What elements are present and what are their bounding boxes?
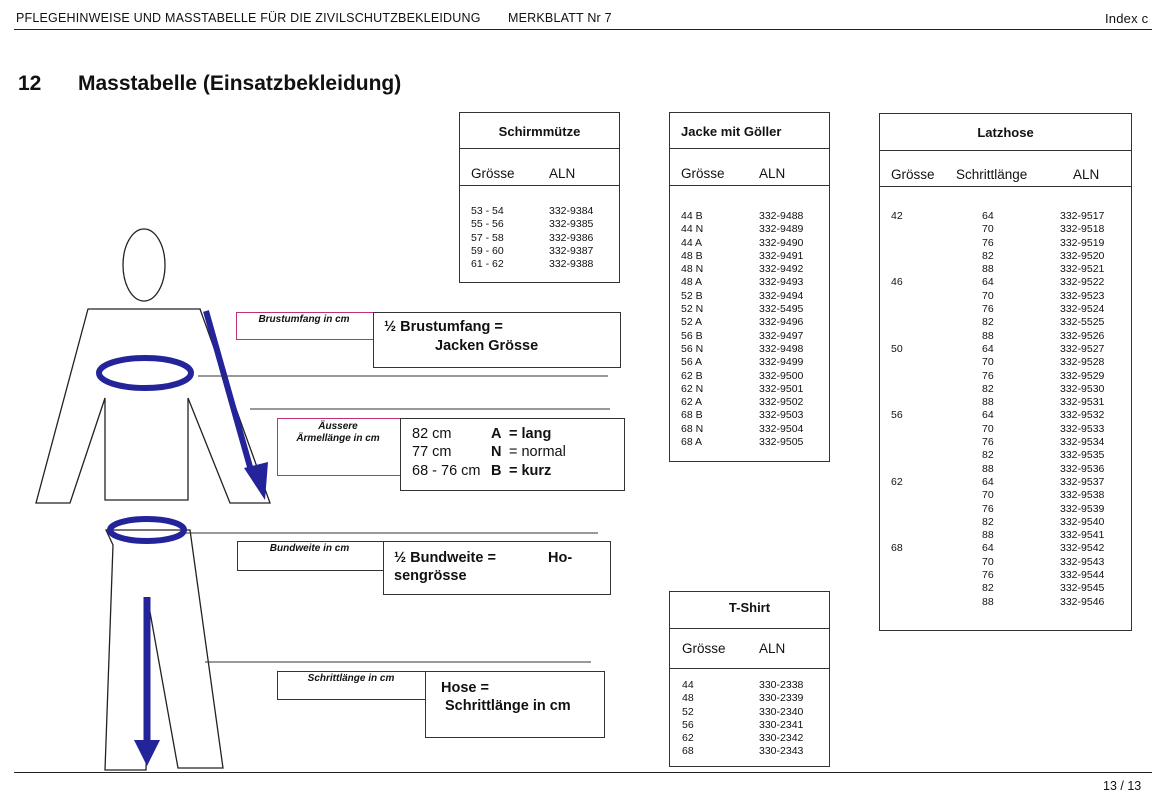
table-cell: 332-9385 <box>549 218 594 231</box>
table-cell: 76 <box>982 569 994 582</box>
table-cell: 332-9519 <box>1060 236 1105 249</box>
table-cell <box>891 489 903 502</box>
table-cell: 56 <box>682 718 694 731</box>
table-cell: 332-5495 <box>759 303 804 316</box>
table-latzhose <box>879 113 1132 631</box>
table-cell: 46 <box>891 276 903 289</box>
table-cell: 332-9498 <box>759 342 804 355</box>
inseam-arrow-head <box>134 740 160 766</box>
table-cell: 332-9536 <box>1060 462 1105 475</box>
table-cell: 330-2339 <box>759 692 804 705</box>
table-cell: 332-9490 <box>759 236 804 249</box>
table-cell: 62 A <box>681 396 703 409</box>
brust-line1: ½ Brustumfang = <box>384 319 503 335</box>
table-cell: 70 <box>982 489 994 502</box>
table-cell: 76 <box>982 303 994 316</box>
table-cell: 332-9537 <box>1060 475 1105 488</box>
table-cell <box>891 330 903 343</box>
footer-rule <box>14 772 1152 773</box>
latz-schritt <box>982 210 994 609</box>
table-title: Jacke mit Göller <box>681 124 782 139</box>
tshirt-groessen <box>682 679 694 759</box>
table-tshirt <box>669 591 830 767</box>
table-cell <box>891 263 903 276</box>
table-cell: 332-9522 <box>1060 276 1105 289</box>
table-cell: 88 <box>982 462 994 475</box>
table-cell: 332-9503 <box>759 409 804 422</box>
page-number: 13 / 13 <box>1103 779 1142 793</box>
table-cell <box>891 370 903 383</box>
table-cell: 332-9387 <box>549 244 594 257</box>
table-cell <box>891 250 903 263</box>
table-cell: 332-9488 <box>759 210 804 222</box>
table-title: T-Shirt <box>728 600 771 615</box>
figure-head <box>123 229 165 301</box>
table-cell: 332-9530 <box>1060 382 1105 395</box>
table-cell: 332-9538 <box>1060 489 1105 502</box>
table-cell: 332-9539 <box>1060 502 1105 515</box>
brust-label: Brustumfang in cm <box>258 314 350 325</box>
table-cell: 330-2343 <box>759 745 804 758</box>
table-cell: 48 N <box>681 263 704 276</box>
table-cell: 332-9499 <box>759 356 804 369</box>
table-cell: 332-9501 <box>759 382 804 395</box>
table-cell: 332-9489 <box>759 223 804 236</box>
table-cell <box>891 237 903 250</box>
table-cell: 332-9540 <box>1060 515 1105 528</box>
table-cell: 330-2341 <box>759 718 804 731</box>
table-cell: 332-9544 <box>1060 569 1105 582</box>
table-cell: 332-9517 <box>1060 210 1105 222</box>
aermel-text-2: = normal <box>509 444 566 460</box>
bund-label: Bundweite in cm <box>269 543 350 554</box>
jacke-groessen <box>681 210 703 449</box>
schritt-label: Schrittlänge in cm <box>307 673 395 684</box>
brust-line2: Jacken Grösse <box>435 338 539 354</box>
table-cell: 62 <box>891 475 903 488</box>
schritt-line1: Hose = <box>441 680 489 696</box>
table-cell <box>891 596 903 609</box>
table-cell: 332-9386 <box>549 231 594 244</box>
aermel-text-1: = lang <box>509 426 552 442</box>
table-cell: 332-9505 <box>759 436 804 449</box>
col-groesse: Grösse <box>681 166 725 181</box>
col-aln: ALN <box>1073 167 1100 182</box>
section-number: 12 <box>18 72 42 95</box>
table-cell: 332-9502 <box>759 396 804 409</box>
table-cell: 44 <box>682 679 694 691</box>
table-cell: 82 <box>982 316 994 329</box>
table-cell: 76 <box>982 436 994 449</box>
aermel-code-3: B <box>491 463 502 479</box>
table-cell <box>891 396 903 409</box>
table-cell <box>891 316 903 329</box>
table-cell: 82 <box>982 449 994 462</box>
table-cell: 332-9521 <box>1060 263 1105 276</box>
table-cell: 332-9518 <box>1060 223 1105 236</box>
table-jacke <box>669 112 830 462</box>
table-cell: 64 <box>982 276 994 289</box>
latz-aln <box>1060 210 1104 609</box>
table-cell: 332-9500 <box>759 369 804 382</box>
aermel-code-2: N <box>491 444 502 460</box>
table-cell: 330-2342 <box>759 732 804 745</box>
table-cell: 332-9388 <box>549 258 594 271</box>
table-cell: 68 B <box>681 409 703 422</box>
table-cell: 82 <box>982 582 994 595</box>
table-cell: 70 <box>982 356 994 369</box>
table-cell: 56 N <box>681 342 704 355</box>
table-cell: 332-9504 <box>759 422 804 435</box>
table-cell: 68 A <box>681 436 703 449</box>
table-cell: 332-9534 <box>1060 436 1105 449</box>
table-cell: 64 <box>982 475 994 488</box>
table-cell: 61 - 62 <box>471 258 504 271</box>
table-title: Latzhose <box>977 125 1034 140</box>
aermel-code-1: A <box>491 426 502 442</box>
table-cell: 56 <box>891 409 903 422</box>
table-cell: 332-9532 <box>1060 409 1105 422</box>
table-cell: 44 B <box>681 210 703 222</box>
header-title: PFLEGEHINWEISE UND MASSTABELLE FÜR DIE ZIVILSCHUTZBEKLEIDUNG <box>16 11 481 25</box>
table-cell: 332-9491 <box>759 249 804 262</box>
table-cell: 52 N <box>681 303 704 316</box>
schirm-aln <box>549 205 593 271</box>
table-cell: 68 <box>891 542 903 555</box>
aermel-label-2: Ärmellänge in cm <box>296 433 380 444</box>
table-cell: 50 <box>891 342 903 355</box>
table-cell: 332-9546 <box>1060 595 1105 608</box>
aermel-cm-1: 82 cm <box>412 426 452 442</box>
col-aln: ALN <box>759 166 786 181</box>
table-cell: 82 <box>982 515 994 528</box>
table-cell: 332-9535 <box>1060 449 1105 462</box>
col-groesse: Grösse <box>891 167 935 182</box>
table-cell: 52 <box>682 705 694 718</box>
table-cell <box>891 569 903 582</box>
table-cell: 332-9493 <box>759 276 804 289</box>
table-cell: 88 <box>982 595 994 608</box>
col-aln: ALN <box>759 641 786 656</box>
table-cell <box>891 516 903 529</box>
schritt-line2: Schrittlänge in cm <box>445 698 571 714</box>
table-cell: 332-9526 <box>1060 329 1105 342</box>
table-cell: 70 <box>982 289 994 302</box>
table-cell <box>891 223 903 236</box>
table-cell: 42 <box>891 210 903 222</box>
table-cell: 88 <box>982 396 994 409</box>
table-cell: 52 A <box>681 316 703 329</box>
table-cell: 52 B <box>681 289 703 302</box>
table-cell: 76 <box>982 236 994 249</box>
bund-line2: sengrösse <box>394 568 467 584</box>
table-cell: 48 A <box>681 276 703 289</box>
table-cell: 332-9531 <box>1060 396 1105 409</box>
table-cell: 64 <box>982 542 994 555</box>
table-cell: 82 <box>982 249 994 262</box>
table-cell: 64 <box>982 409 994 422</box>
table-cell: 332-9542 <box>1060 542 1105 555</box>
jacke-aln <box>759 210 803 449</box>
table-cell: 70 <box>982 422 994 435</box>
bund-line1: ½ Bundweite = <box>394 550 496 566</box>
header-merkblatt: MERKBLATT Nr 7 <box>508 11 612 25</box>
aermel-cm-3: 68 - 76 cm <box>412 463 481 479</box>
header-index: Index c <box>1105 11 1149 26</box>
table-cell: 332-9528 <box>1060 356 1105 369</box>
table-cell <box>891 290 903 303</box>
table-cell: 48 <box>682 692 694 705</box>
table-cell: 68 N <box>681 422 704 435</box>
aermel-cm-2: 77 cm <box>412 444 452 460</box>
table-cell: 332-9541 <box>1060 529 1105 542</box>
table-cell: 64 <box>982 342 994 355</box>
table-cell: 70 <box>982 223 994 236</box>
table-cell: 332-9529 <box>1060 369 1105 382</box>
table-cell: 332-9545 <box>1060 582 1105 595</box>
table-cell: 330-2338 <box>759 679 804 691</box>
table-cell: 57 - 58 <box>471 231 504 244</box>
table-cell: 76 <box>982 369 994 382</box>
tshirt-aln <box>759 679 803 759</box>
bund-line1b: Ho- <box>548 550 573 566</box>
table-cell: 88 <box>982 529 994 542</box>
section-title: Masstabelle (Einsatzbekleidung) <box>78 72 402 95</box>
table-cell: 62 B <box>681 369 703 382</box>
table-cell: 56 B <box>681 329 703 342</box>
table-cell: 62 <box>682 732 694 745</box>
table-cell: 82 <box>982 382 994 395</box>
table-cell: 64 <box>982 210 994 222</box>
table-cell: 332-9527 <box>1060 342 1105 355</box>
table-cell <box>891 383 903 396</box>
table-cell <box>891 582 903 595</box>
table-cell <box>891 556 903 569</box>
table-cell: 44 A <box>681 236 703 249</box>
table-cell: 68 <box>682 745 694 758</box>
table-cell <box>891 436 903 449</box>
table-cell: 332-9523 <box>1060 289 1105 302</box>
table-cell: 56 A <box>681 356 703 369</box>
col-groesse: Grösse <box>682 641 726 656</box>
latz-groessen <box>891 210 903 609</box>
schirm-groessen <box>471 205 504 271</box>
table-cell: 55 - 56 <box>471 218 504 231</box>
table-cell <box>891 356 903 369</box>
figure-legs <box>105 530 223 770</box>
aermel-text-3: = kurz <box>509 463 552 479</box>
col-schrittlaenge: Schrittlänge <box>956 167 1028 182</box>
table-cell: 332-9496 <box>759 316 804 329</box>
table-cell: 53 - 54 <box>471 205 504 217</box>
table-cell <box>891 529 903 542</box>
aermel-label-1: Äussere <box>318 421 358 432</box>
table-cell: 332-9524 <box>1060 303 1105 316</box>
table-cell: 332-5525 <box>1060 316 1105 329</box>
table-cell <box>891 423 903 436</box>
sleeve-arrow-head <box>244 462 268 500</box>
col-aln: ALN <box>549 166 576 181</box>
table-cell: 76 <box>982 502 994 515</box>
table-cell <box>891 463 903 476</box>
chest-ring <box>99 358 191 388</box>
table-cell: 88 <box>982 263 994 276</box>
table-cell: 330-2340 <box>759 705 804 718</box>
table-cell: 62 N <box>681 382 704 395</box>
table-cell: 332-9520 <box>1060 249 1105 262</box>
table-cell <box>891 303 903 316</box>
table-cell <box>891 503 903 516</box>
table-cell: 88 <box>982 329 994 342</box>
table-cell <box>891 449 903 462</box>
table-title: Schirmmütze <box>498 124 581 139</box>
table-cell: 332-9492 <box>759 263 804 276</box>
table-cell: 332-9533 <box>1060 422 1105 435</box>
col-groesse: Grösse <box>471 166 515 181</box>
table-cell: 44 N <box>681 223 704 236</box>
table-cell: 48 B <box>681 249 703 262</box>
table-cell: 332-9497 <box>759 329 804 342</box>
table-cell: 332-9384 <box>549 205 594 217</box>
table-cell: 332-9494 <box>759 289 804 302</box>
table-cell: 59 - 60 <box>471 244 504 257</box>
table-cell: 70 <box>982 555 994 568</box>
table-cell: 332-9543 <box>1060 555 1105 568</box>
table-schirmmuetze <box>459 112 620 283</box>
